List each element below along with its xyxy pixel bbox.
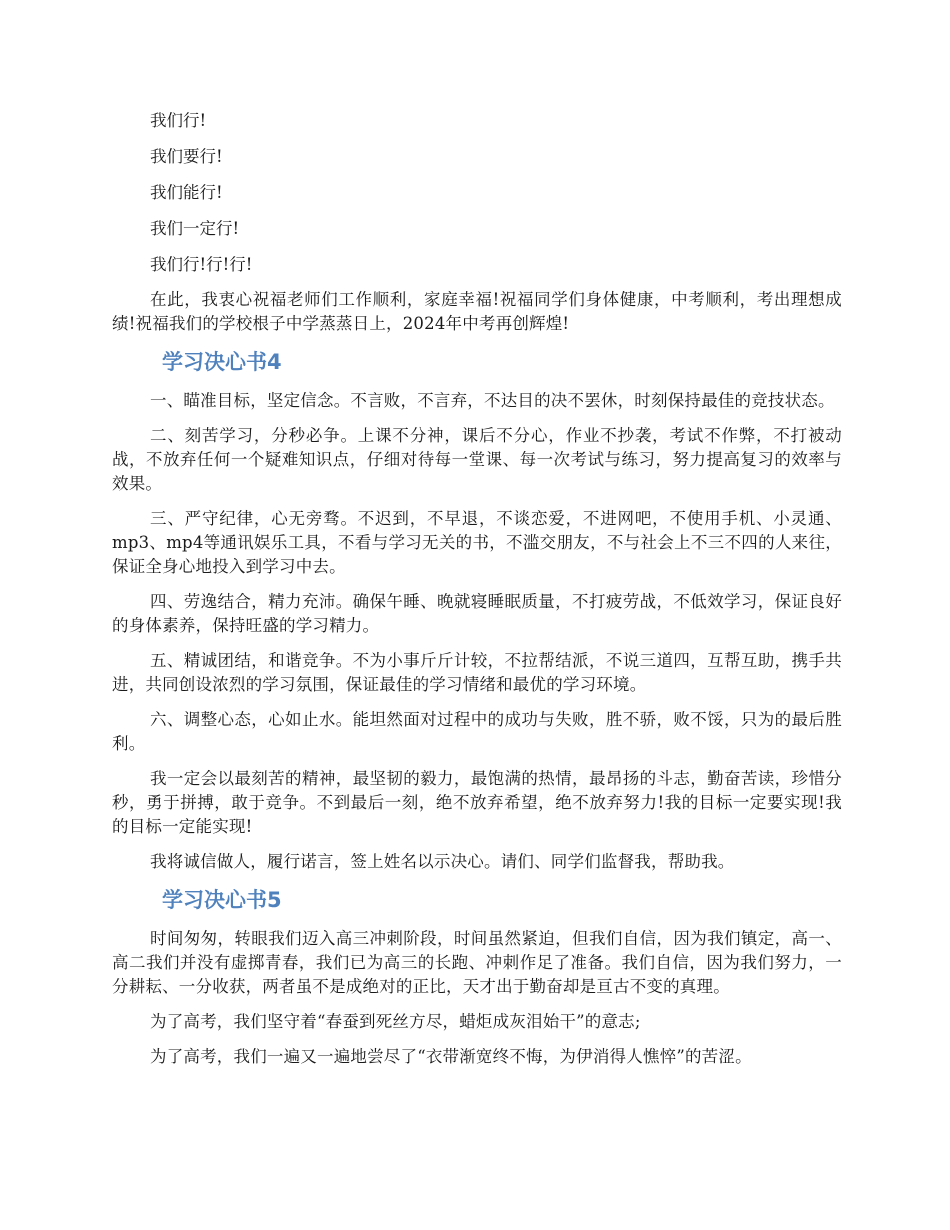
section4-paragraph: 三、严守纪律，心无旁骛。不迟到，不早退，不谈恋爱，不进网吧，不使用手机、小灵通、mp3、mp4等通讯娱乐工具，不看与学习无关的书，不滥交朋友，不与社会上不三不四的人来往，保证全身心地投入到学习中去。 <box>112 509 842 576</box>
section4-paragraph: 五、精诚团结，和谐竞争。不为小事斤斤计较，不拉帮结派，不说三道四，互帮互助，携手共进，共同创设浓烈的学习氛围，保证最佳的学习情绪和最优的学习环境。 <box>112 651 842 694</box>
section5-paragraph: 时间匆匆，转眼我们迈入高三冲刺阶段，时间虽然紧迫，但我们自信，因为我们镇定，高一、高二我们并没有虚掷青春，我们已为高三的长跑、冲刺作足了准备。我们自信，因为我们努力，一分耕耘、一分收获，两者虽不是成绝对的正比，天才出于勤奋却是亘古不变的真理。 <box>112 929 842 996</box>
section-heading-5: 学习决心书5 <box>162 888 282 912</box>
closing-paragraph: 在此，我衷心祝福老师们工作顺利，家庭幸福!祝福同学们身体健康，中考顺利，考出理想成绩!祝福我们的学校根子中学蒸蒸日上，2024年中考再创辉煌! <box>112 290 842 333</box>
slogan-line: 我们能行! <box>150 183 223 202</box>
section-heading-4: 学习决心书4 <box>162 350 282 374</box>
slogan-line: 我们要行! <box>150 147 223 166</box>
section4-paragraph: 二、刻苦学习，分秒必争。上课不分神，课后不分心，作业不抄袭，考试不作弊，不打被动战，不放弃任何一个疑难知识点，仔细对待每一堂课、每一次考试与练习，努力提高复习的效率与效果。 <box>112 426 842 493</box>
slogan-line: 我们一定行! <box>150 219 240 238</box>
document-page <box>112 108 842 1080</box>
section5-paragraph: 为了高考，我们坚守着“春蚕到死丝方尽，蜡炬成灰泪始干”的意志; <box>150 1012 641 1031</box>
section4-paragraph: 六、调整心态，心如止水。能坦然面对过程中的成功与失败，胜不骄，败不馁，只为的最后胜利。 <box>112 710 842 753</box>
section4-paragraph: 我一定会以最刻苦的精神，最坚韧的毅力，最饱满的热情，最昂扬的斗志，勤奋苦读，珍惜分秒，勇于拼搏，敢于竞争。不到最后一刻，绝不放弃希望，绝不放弃努力!我的目标一定要实现!我的目标一定能实现! <box>112 769 842 836</box>
slogan-line: 我们行! <box>150 111 207 130</box>
slogan-line: 我们行!行!行! <box>150 255 253 274</box>
section4-paragraph: 我将诚信做人，履行诺言，签上姓名以示决心。请们、同学们监督我，帮助我。 <box>150 852 735 871</box>
section4-paragraph: 四、劳逸结合，精力充沛。确保午睡、晚就寝睡眠质量，不打疲劳战，不低效学习，保证良好的身体素养，保持旺盛的学习精力。 <box>112 592 842 635</box>
section4-paragraph: 一、瞄准目标，坚定信念。不言败，不言弃，不达目的决不罢休，时刻保持最佳的竞技状态。 <box>150 391 835 410</box>
section5-paragraph: 为了高考，我们一遍又一遍地尝尽了“衣带渐宽终不悔，为伊消得人憔悴”的苦涩。 <box>150 1047 752 1066</box>
